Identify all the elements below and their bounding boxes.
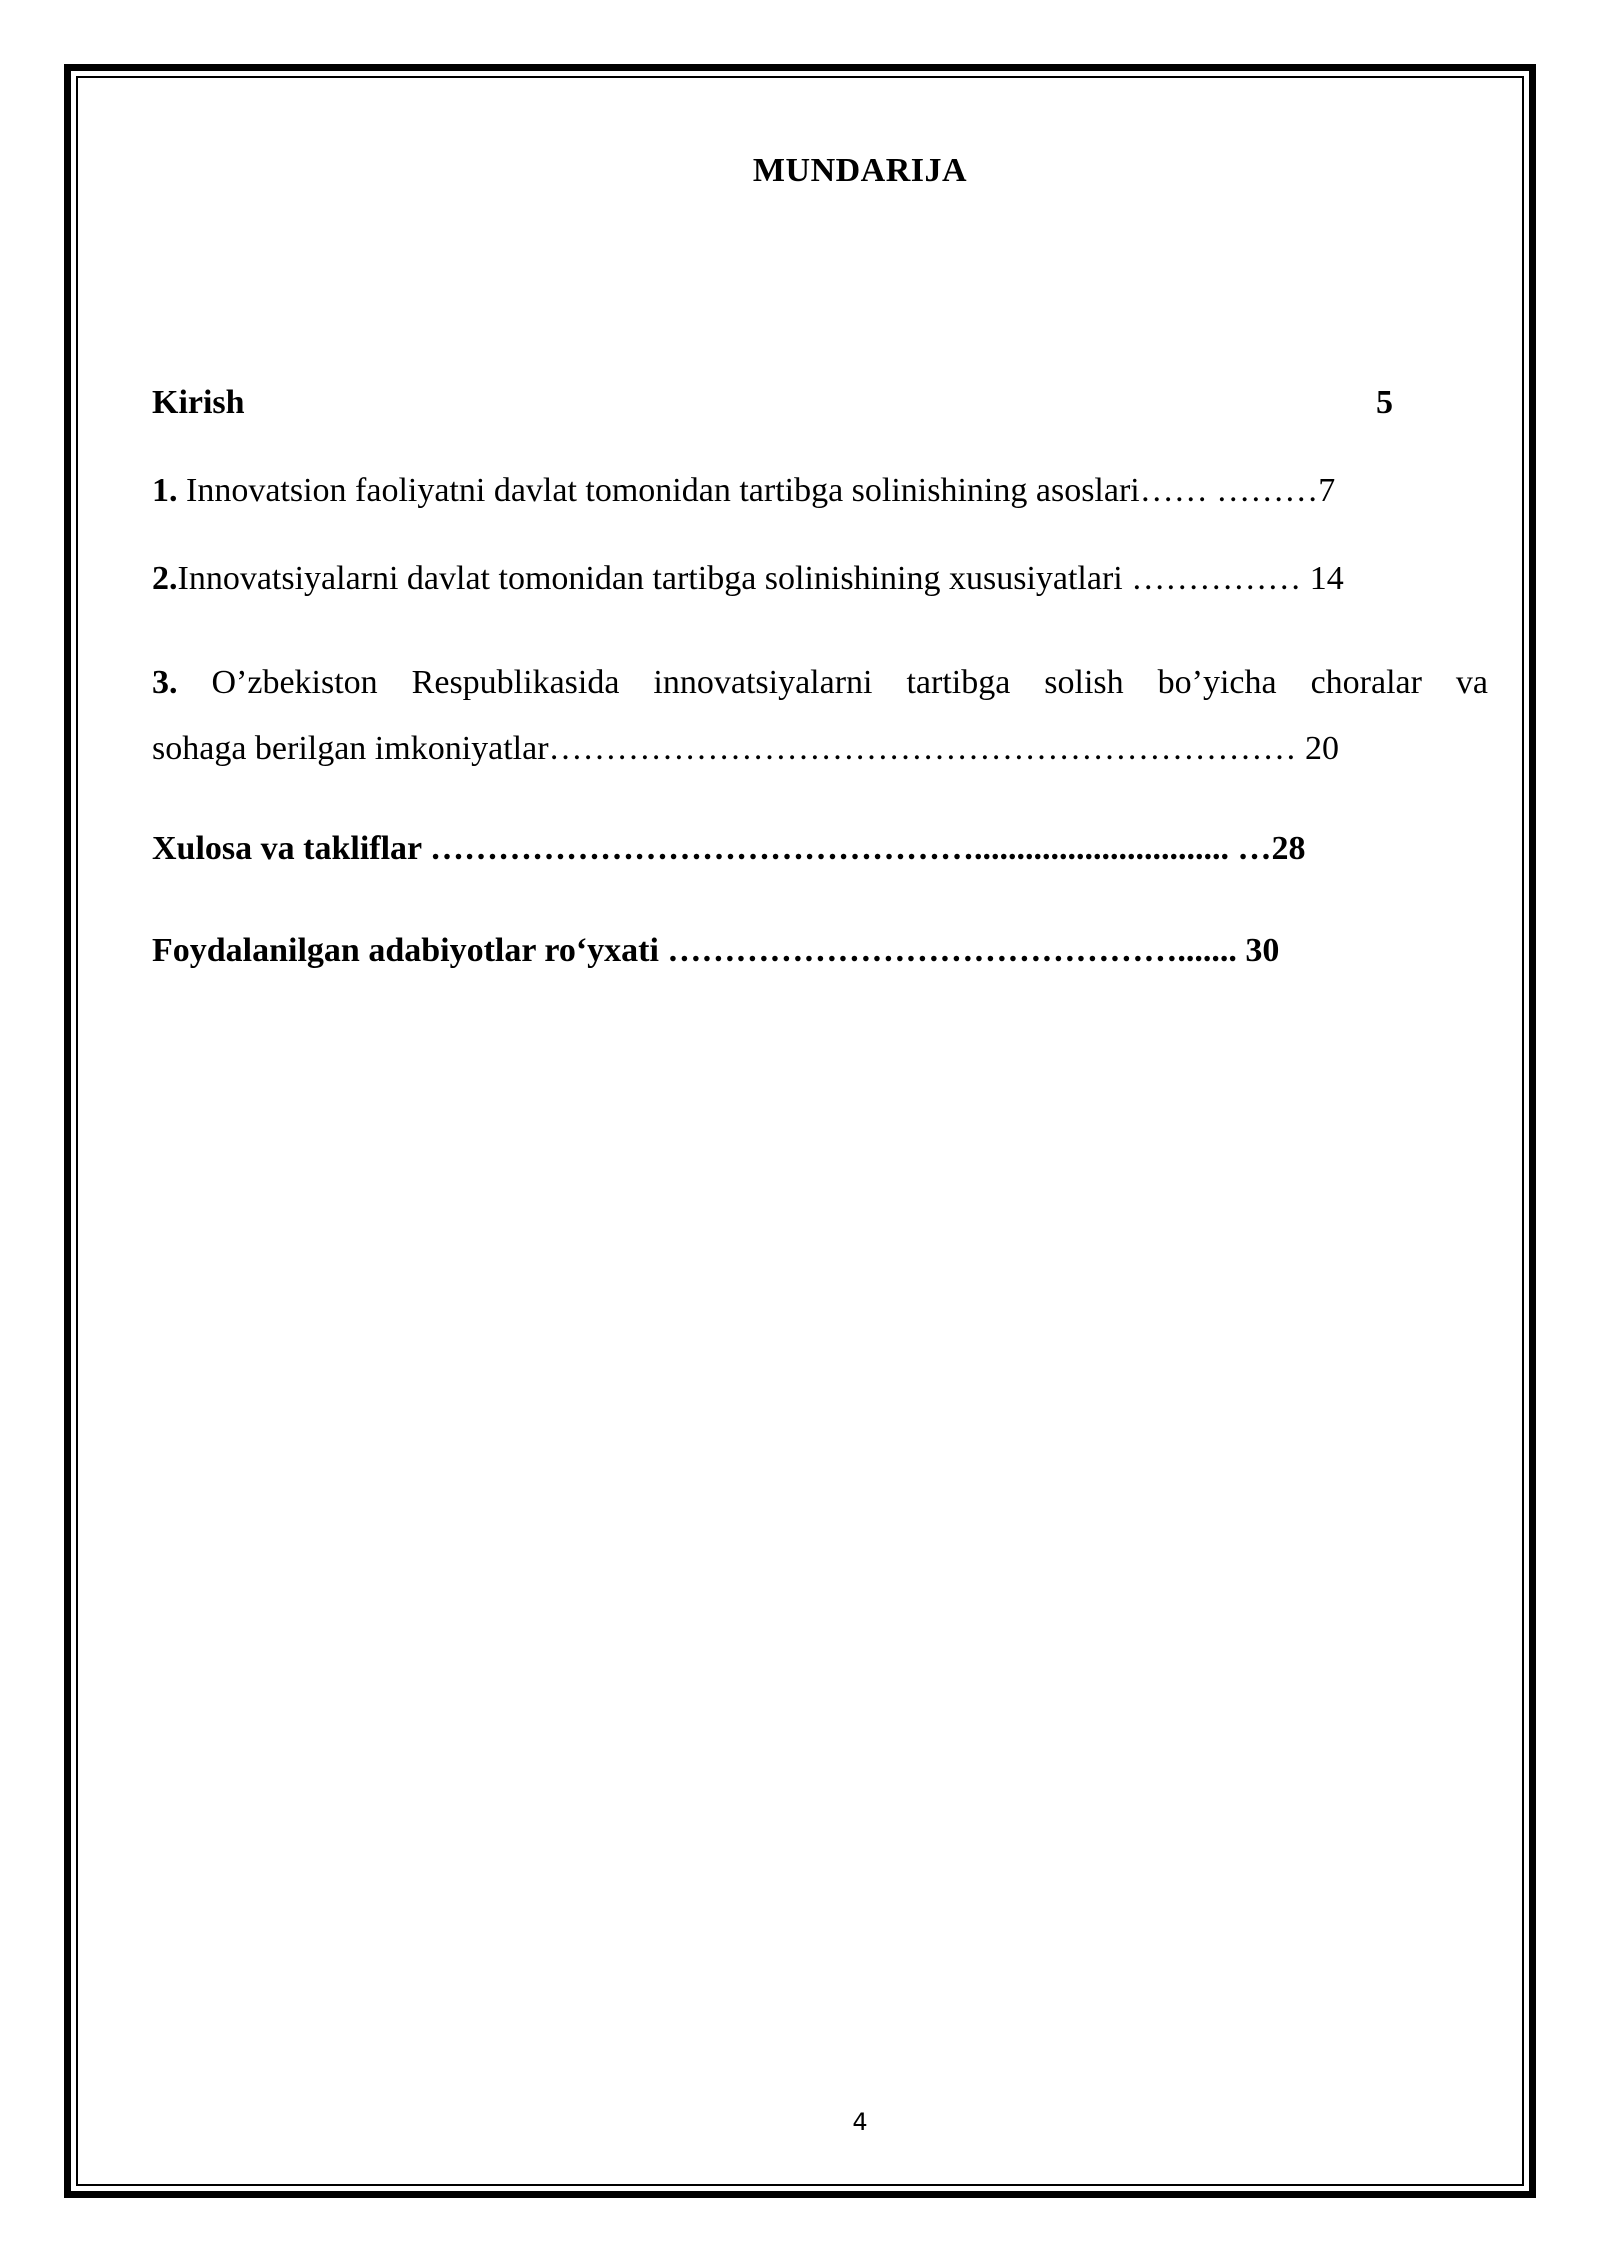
toc-xulosa: Xulosa va takliflar ………………………………………….............................. …28 — [152, 830, 1306, 867]
toc-item-3-number: 3. — [152, 664, 178, 701]
page-border-inner — [76, 76, 1524, 2186]
toc-item-3-text-line1: O’zbekiston Respublikasida innovatsiyalarni tartibga solish bo’yicha choralar va — [211, 664, 1489, 701]
toc-item-2-number: 2. — [152, 560, 178, 597]
toc-kirish-page: 5 — [1376, 384, 1393, 421]
toc-item-1-number: 1. — [152, 472, 178, 509]
page-number: 4 — [852, 2108, 868, 2136]
toc-item-2 — [152, 562, 1344, 596]
toc-item-3-line1 — [152, 666, 1488, 700]
toc-item-3-text-line2: sohaga berilgan imkoniyatlar………………………………………………………… 20 — [152, 730, 1340, 767]
toc-item-1 — [152, 474, 1335, 508]
toc-adabiyotlar: Foydalanilgan adabiyotlar ro‘yxati ………………………………………....... 30 — [152, 932, 1280, 969]
document-title: MUNDARIJA — [752, 152, 968, 189]
toc-item-1-text: Innovatsion faoliyatni davlat tomonidan tartibga solinishining asoslari…… ………7 — [177, 472, 1336, 509]
toc-kirish-label: Kirish — [152, 384, 245, 421]
toc-item-2-text: Innovatsiyalarni davlat tomonidan tartibga solinishining xususiyatlari …………… 14 — [177, 560, 1344, 597]
